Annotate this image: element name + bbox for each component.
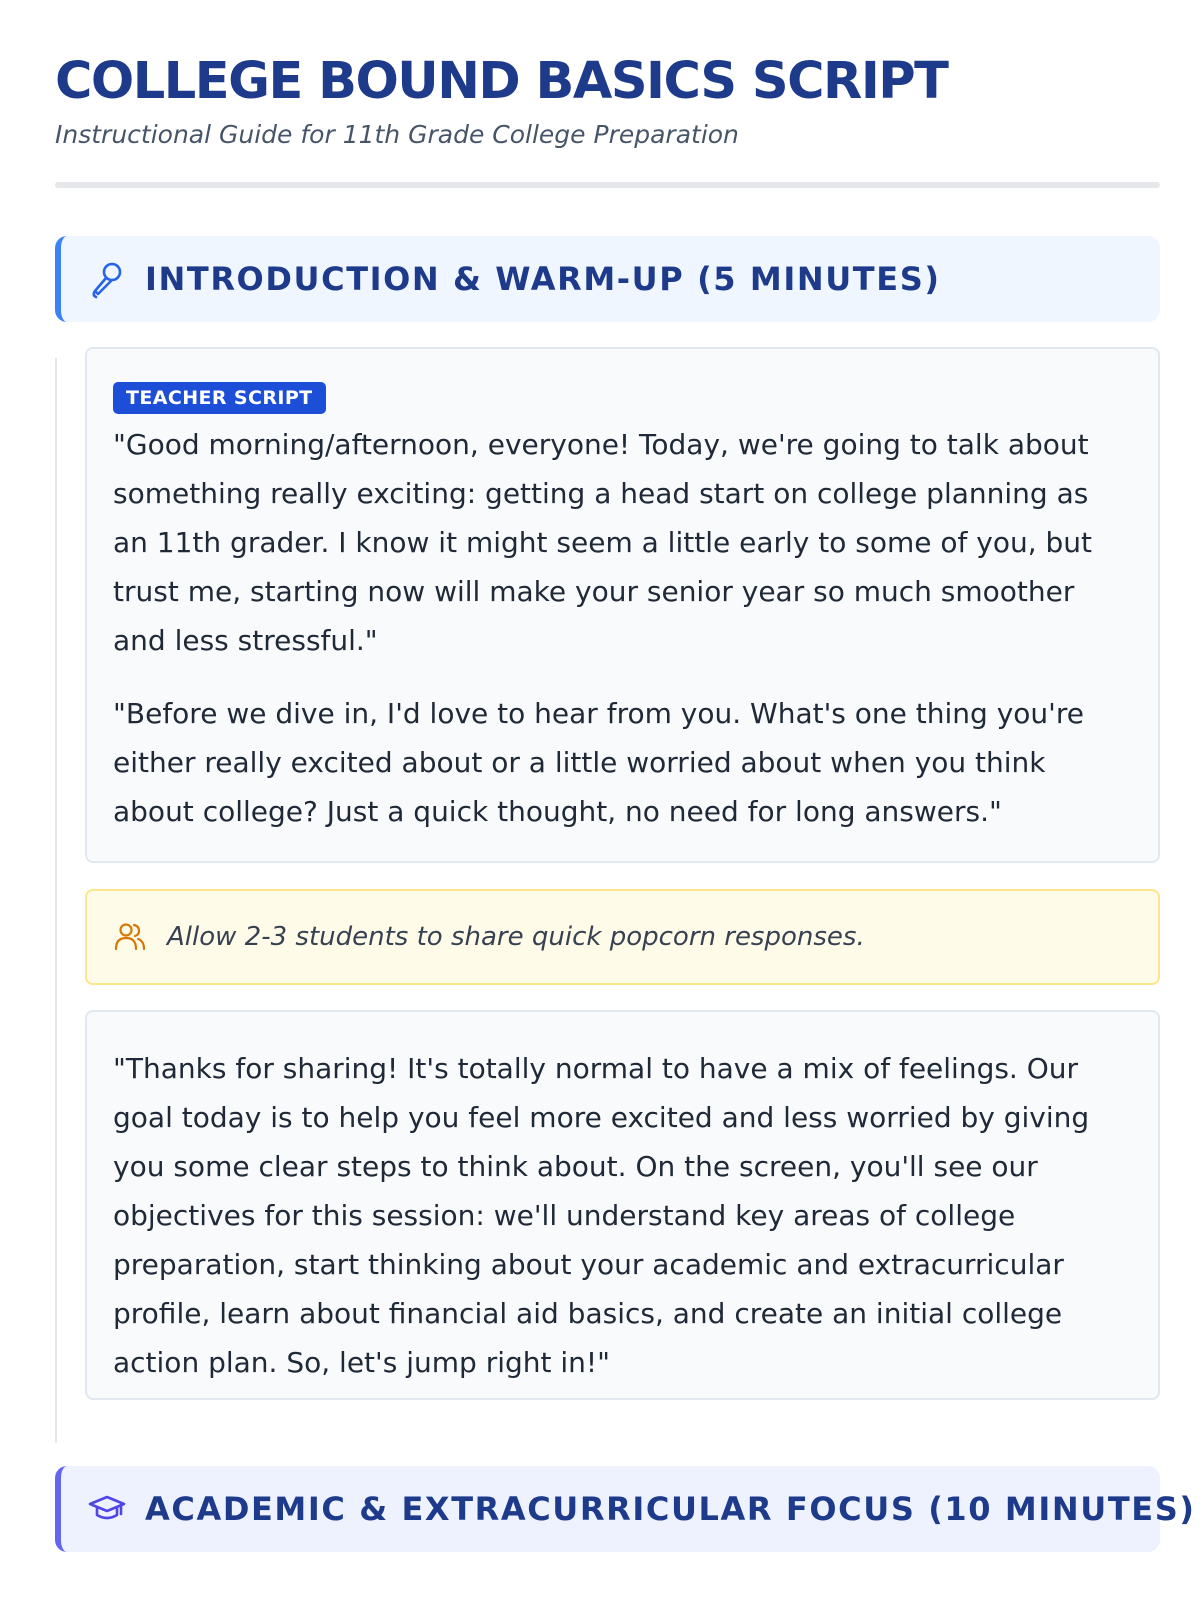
title-divider [55,182,1160,188]
instruction-note [85,889,1160,985]
section-heading: ACADEMIC & EXTRACURRICULAR FOCUS (10 MINUTES) [145,1490,1196,1528]
script-paragraph: "Before we dive in, I'd love to hear from you. What's one thing you're either really excited about or a little worried about when you think about college? Just a quick thought, no need for long answers." [113,697,1084,828]
graduation-cap-icon [87,1489,127,1529]
script-paragraph: "Good morning/afternoon, everyone! Today, we're going to talk about something really exciting: getting a head start on college planning as an 11th grader. I know it might seem a little early to some of you, but trust me, starting now will make your senior year so much smoother and less stressful." [113,428,1093,657]
teacher-script-card [85,347,1160,863]
followup-script-card [85,1010,1160,1400]
page-subtitle: Instructional Guide for 11th Grade College Preparation [55,120,739,149]
section-heading: INTRODUCTION & WARM-UP (5 MINUTES) [145,260,941,298]
microphone-icon [87,259,127,299]
script-paragraph: "Thanks for sharing! It's totally normal to have a mix of feelings. Our goal today is to help you feel more excited and less worried by giving you some clear steps to think about. On the screen, you'll see our objectives for this session: we'll understand key areas of college preparation, start thinking about your academic and extracurricular profile, learn about financial aid basics, and create an initial college action plan. So, let's jump right in!" [113,1052,1090,1379]
section-header-introduction [55,236,1160,322]
instruction-note-text: Allow 2-3 students to share quick popcorn responses. [167,922,865,952]
teacher-script-badge: TEACHER SCRIPT [113,382,326,414]
page-title: COLLEGE BOUND BASICS SCRIPT [55,52,948,111]
users-icon [113,920,147,954]
section-header-academic [55,1466,1196,1552]
